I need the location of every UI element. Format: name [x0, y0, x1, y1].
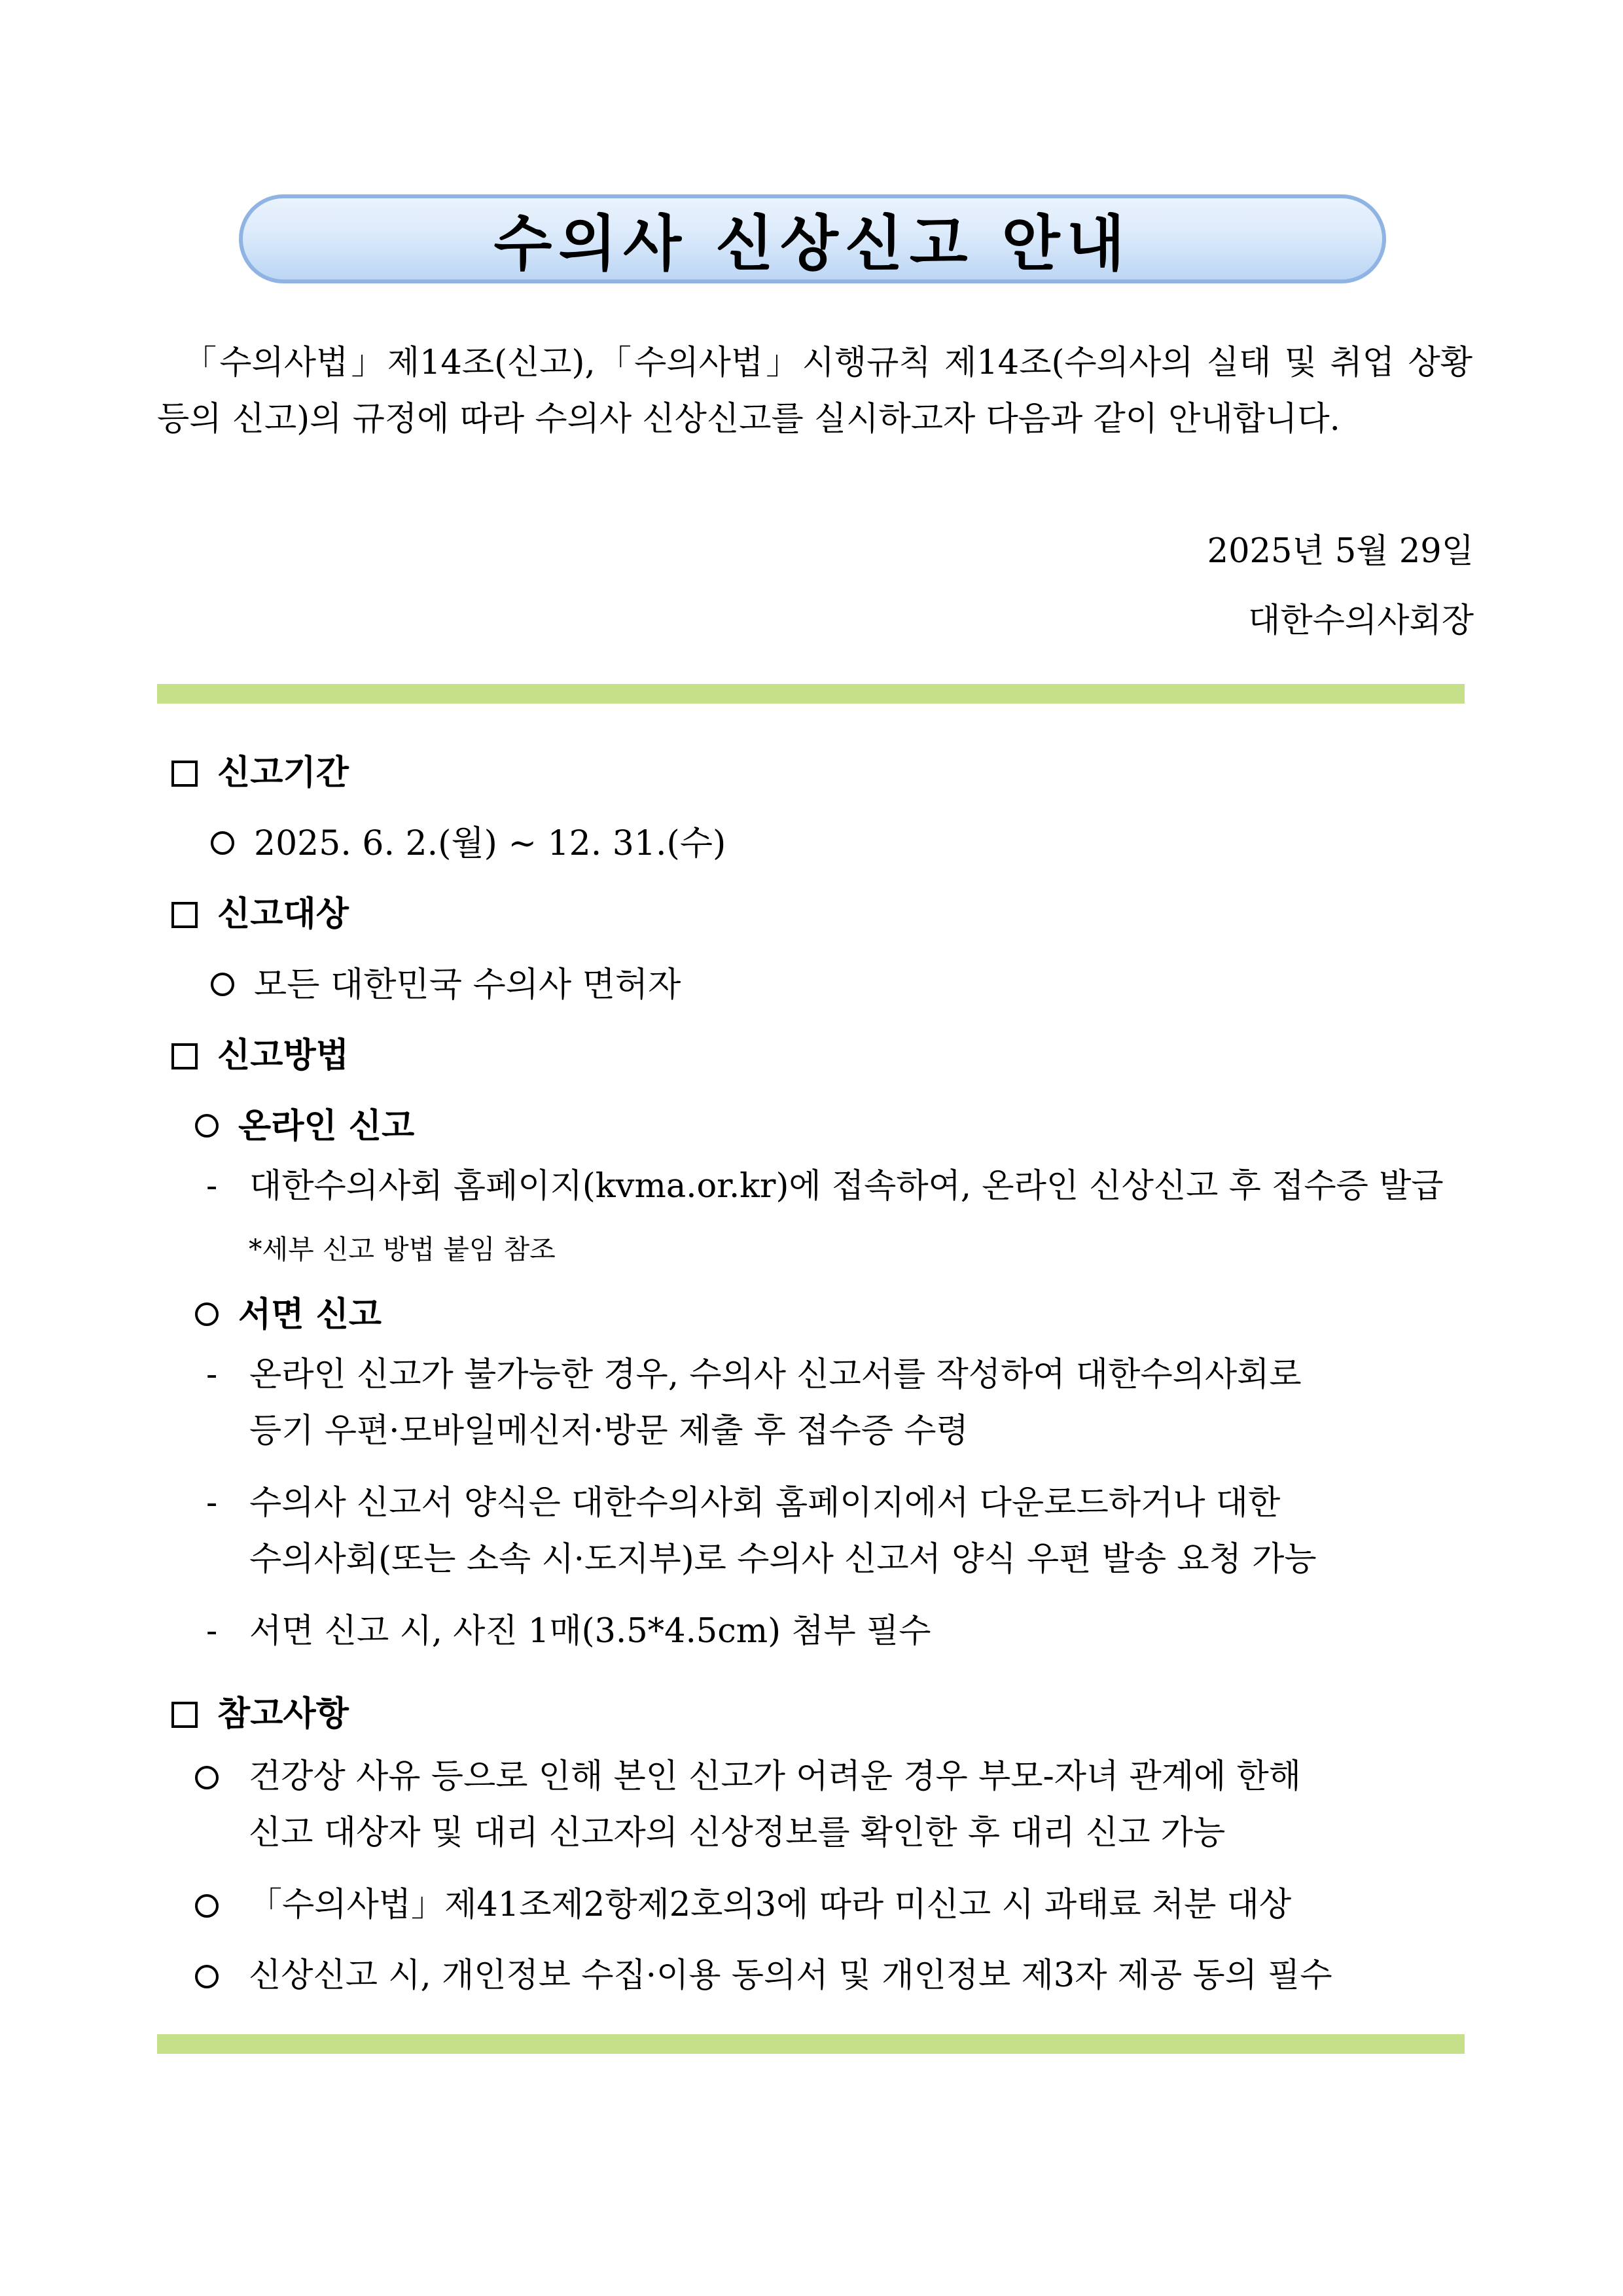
- notice-date: 2025년 5월 29일: [1207, 532, 1474, 571]
- circle-outline-icon: [195, 1766, 219, 1789]
- circle-outline-icon: [195, 1894, 219, 1918]
- square-outline-icon: [171, 1702, 198, 1728]
- notes-item-3-text: 신상신고 시, 개인정보 수집·이용 동의서 및 개인정보 제3자 제공 동의 필수: [249, 1956, 1332, 1995]
- bottom-divider: [157, 2034, 1465, 2054]
- top-divider: [157, 684, 1465, 704]
- period-item: [211, 816, 726, 865]
- circle-outline-icon: [211, 831, 234, 855]
- circle-outline-icon: [195, 1965, 219, 1988]
- section-heading-notes-label: 참고사항: [217, 1694, 349, 1734]
- circle-outline-icon: [211, 973, 234, 996]
- section-heading-target-label: 신고대상: [217, 894, 349, 934]
- section-heading-period-label: 신고기간: [217, 753, 349, 793]
- notes-item-2-text: 「수의사법」제41조제2항제2호의3에 따라 미신고 시 과태료 처분 대상: [249, 1886, 1292, 1924]
- notes-item-1-line-2: 신고 대상자 및 대리 신고자의 신상정보를 확인한 후 대리 신고 가능: [249, 1814, 1226, 1852]
- online-item: - 대한수의사회 홈페이지(kvma.or.kr)에 접속하여, 온라인 신상신고 후 접수증 발급: [206, 1158, 1444, 1215]
- paper-heading: [195, 1287, 382, 1336]
- circle-outline-icon: [195, 1114, 219, 1138]
- paper-heading-label: 서면 신고: [238, 1295, 382, 1335]
- period-item-text: 2025. 6. 2.(월) ~ 12. 31.(수): [254, 824, 726, 863]
- section-heading-period: [171, 745, 349, 794]
- notes-item-3: [195, 1948, 1332, 2004]
- square-outline-icon: [171, 761, 198, 787]
- section-heading-notes: [171, 1686, 349, 1735]
- paper-item-1-line-1: 온라인 신고가 불가능한 경우, 수의사 신고서를 작성하여 대한수의사회로: [249, 1355, 1302, 1394]
- paper-item-2: - 수의사 신고서 양식은 대한수의사회 홈페이지에서 다운로드하거나 대한 수의사회(또는 소속 시·도지부)로 수의사 신고서 양식 우편 발송 요청 가능: [206, 1475, 1317, 1588]
- title-banner: [239, 194, 1386, 283]
- online-note: *세부 신고 방법 붙임 참조: [249, 1234, 556, 1265]
- issuer-name: 대한수의사회장: [1248, 601, 1474, 640]
- square-outline-icon: [171, 902, 198, 928]
- paper-item-3-text: 서면 신고 시, 사진 1매(3.5*4.5cm) 첨부 필수: [249, 1612, 931, 1651]
- notes-item-1: [195, 1749, 1301, 1861]
- paper-item-1: - 온라인 신고가 불가능한 경우, 수의사 신고서를 작성하여 대한수의사회로 등기 우편·모바일메신저·방문 제출 후 접수증 수령: [206, 1347, 1302, 1460]
- notes-item-1-line-1: 건강상 사유 등으로 인해 본인 신고가 어려운 경우 부모-자녀 관계에 한해: [249, 1757, 1302, 1796]
- page-title: 수의사 신상신고 안내: [493, 209, 1132, 279]
- notes-item-2: [195, 1877, 1291, 1933]
- intro-paragraph: 「수의사법」제14조(신고),「수의사법」시행규칙 제14조(수의사의 실태 및 취업 상황 등의 신고)의 규정에 따라 수의사 신상신고를 실시하고자 다음과 같이 안내합니다.: [157, 344, 1472, 439]
- online-heading: [195, 1098, 414, 1147]
- paper-item-1-line-2: 등기 우편·모바일메신저·방문 제출 후 접수증 수령: [249, 1412, 969, 1450]
- online-item-text: 대한수의사회 홈페이지(kvma.or.kr)에 접속하여, 온라인 신상신고 후 접수증 발급: [249, 1167, 1444, 1206]
- paper-item-2-line-2: 수의사회(또는 소속 시·도지부)로 수의사 신고서 양식 우편 발송 요청 가능: [249, 1540, 1317, 1579]
- section-heading-target: [171, 886, 349, 935]
- target-item-text: 모든 대한민국 수의사 면허자: [254, 965, 681, 1005]
- square-outline-icon: [171, 1043, 198, 1069]
- paper-item-2-line-1: 수의사 신고서 양식은 대한수의사회 홈페이지에서 다운로드하거나 대한: [249, 1484, 1281, 1522]
- target-item: [211, 957, 681, 1006]
- paper-item-3: - 서면 신고 시, 사진 1매(3.5*4.5cm) 첨부 필수: [206, 1604, 931, 1660]
- section-heading-method: [171, 1028, 349, 1077]
- section-heading-method-label: 신고방법: [217, 1035, 349, 1075]
- online-heading-label: 온라인 신고: [238, 1106, 415, 1146]
- circle-outline-icon: [195, 1302, 219, 1326]
